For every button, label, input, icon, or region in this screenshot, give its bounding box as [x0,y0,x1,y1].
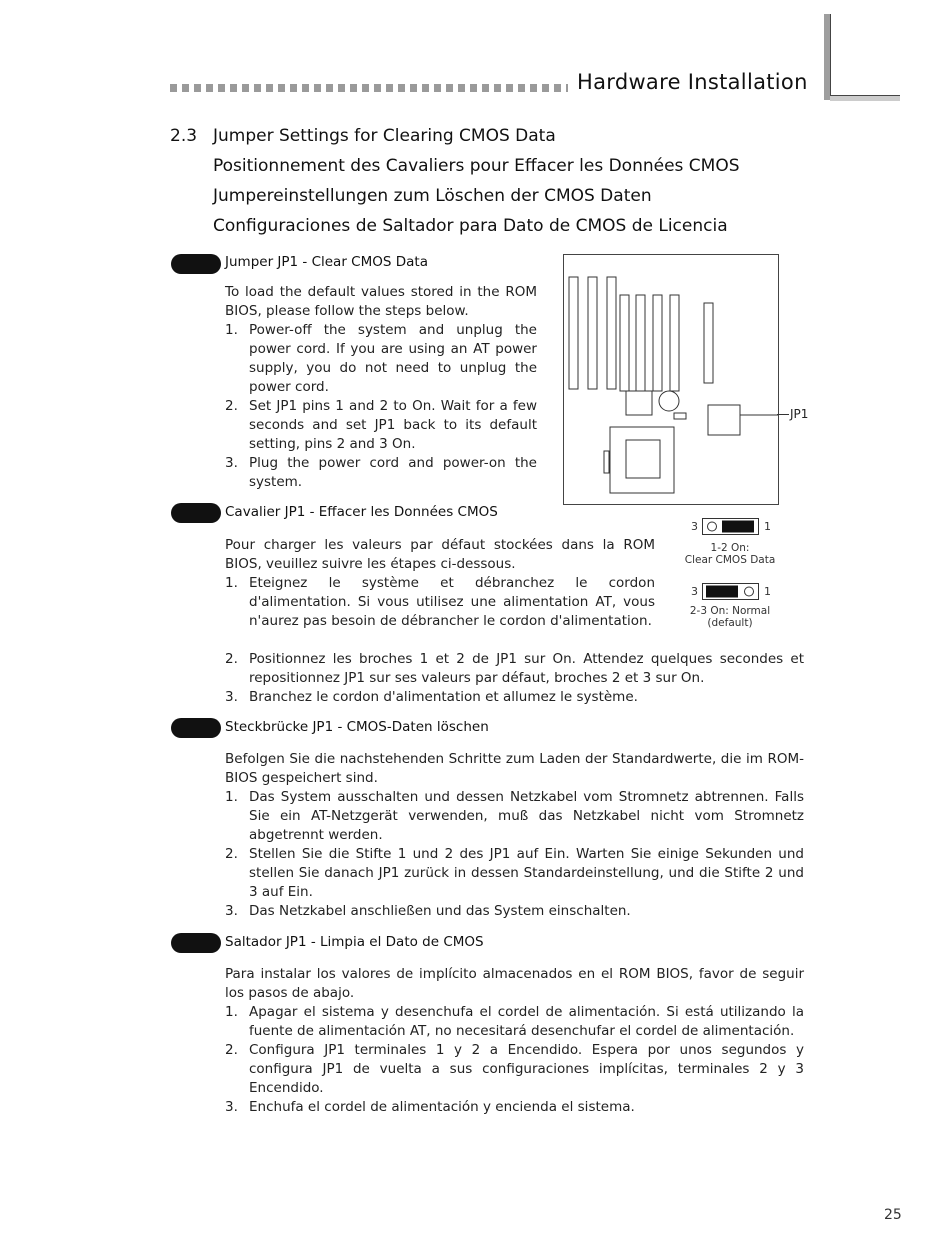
list-item: 2. Positionnez les broches 1 et 2 de JP1 sur On. Attendez quelques secondes et repositionnez JP1 sur ses valeurs par défaut, broches 2 et 3 sur On. [225,651,804,686]
jumper-setting-2-3 [702,583,760,601]
jp1-label: JP1 [790,407,809,421]
corner-mark-line [830,14,831,96]
list-item: 1. Das System ausschalten und dessen Netzkabel vom Stromnetz abtrennen. Falls Sie ein AT-Netzgerät verwenden, muß das Netzkabel nicht vom Stromnetz abgetrennt werden. [225,789,804,843]
intro-es: Para instalar los valores de implícito almacenados en el ROM BIOS, favor de seguir los pasos de abajo. [225,966,804,1001]
intro-en: To load the default values stored in the ROM BIOS, please follow the steps below. [225,284,537,319]
cpu-socket [610,427,674,493]
expansion-slot [588,277,597,389]
header-title: Hardware Installation [577,70,808,94]
list-item: 1. Power-off the system and unplug the power cord. If you are using an AT power supply, you do not need to unplug the power cord. [225,322,537,395]
cpu [626,440,660,478]
body-de [225,750,804,921]
chipset [626,391,652,415]
corner-mark-shadow [830,96,900,101]
intro-fr: Pour charger les valeurs par défaut stockées dans la ROM BIOS, veuillez suivre les étapes ci-dessous. [225,537,655,572]
section-title-fr: Positionnement des Cavaliers pour Effacer les Données CMOS [213,156,740,176]
steps-fr-a [225,574,655,631]
header-dotted-rule [170,84,568,92]
list-item: 3. Das Netzkabel anschließen und das System einschalten. [225,903,631,919]
body-fr-b [225,650,804,707]
steps-en [225,321,537,492]
section-marker-fr [171,503,221,523]
list-item: 3. Branchez le cordon d'alimentation et allumez le système. [225,689,638,705]
pin-label-1: 1 [764,520,771,533]
heading-es: Saltador JP1 - Limpia el Dato de CMOS [225,934,484,950]
intro-de: Befolgen Sie die nachstehenden Schritte zum Laden der Standardwerte, die im ROM-BIOS gespeichert sind. [225,751,804,786]
steps-fr-b [225,650,804,707]
expansion-slot [670,295,679,391]
body-es [225,965,804,1117]
expansion-slot [636,295,645,391]
section-title-es: Configuraciones de Saltador para Dato de CMOS de Licencia [213,216,728,236]
expansion-slot [569,277,578,389]
list-item: 1. Eteignez le système et débranchez le cordon d'alimentation. Si vous utilisez une alimentation AT, vous n'aurez pas besoin de débrancher le cordon d'alimentation. [225,575,655,629]
heading-en: Jumper JP1 - Clear CMOS Data [225,254,428,270]
battery [659,391,679,411]
list-item: 1. Apagar el sistema y desenchufa el cordel de alimentación. Si está utilizando la fuente de alimentación AT, no necesitará desenchufar el cordel de alimentación. [225,1004,804,1039]
jp1-jumper [674,413,686,419]
body-fr-a [225,536,655,631]
jumper-caption-1: 1-2 On: Clear CMOS Data [684,542,776,566]
page-number: 25 [884,1207,902,1223]
expansion-slot [704,303,713,383]
pin-label-3: 3 [691,585,698,598]
heading-de: Steckbrücke JP1 - CMOS-Daten löschen [225,719,489,735]
body-en [225,283,537,492]
jumper-setting-1-2 [702,518,760,536]
section-marker-de [171,718,221,738]
steps-es [225,1003,804,1117]
expansion-slot [607,277,616,389]
pin-label-3: 3 [691,520,698,533]
list-item: 3. Plug the power cord and power-on the system. [225,455,537,490]
list-item: 3. Enchufa el cordel de alimentación y encienda el sistema. [225,1099,635,1115]
section-title-de: Jumpereinstellungen zum Löschen der CMOS Daten [213,186,652,206]
list-item: 2. Set JP1 pins 1 and 2 to On. Wait for a few seconds and set JP1 back to its default setting, pins 2 and 3 On. [225,398,537,452]
heading-fr: Cavalier JP1 - Effacer les Données CMOS [225,504,498,520]
jp1-pointer-ext [777,414,789,415]
steps-de [225,788,804,921]
section-marker-es [171,933,221,953]
section-number: 2.3 [170,126,198,146]
motherboard-diagram [563,254,779,505]
list-item: 2. Configura JP1 terminales 1 y 2 a Encendido. Espera por unos segundos y configura JP1 de vuelta a sus configuraciones implícitas, terminales 2 y 3 Encendido. [225,1042,804,1096]
pin-label-1: 1 [764,585,771,598]
expansion-slot [620,295,629,391]
expansion-slot [653,295,662,391]
list-item: 2. Stellen Sie die Stifte 1 und 2 des JP1 auf Ein. Warten Sie einige Sekunden und stellen Sie danach JP1 zurück in dessen Standardeinstellung, und die Stifte 2 und 3 auf Ein. [225,846,804,900]
section-title-en: Jumper Settings for Clearing CMOS Data [213,126,556,146]
jumper-caption-2: 2-3 On: Normal (default) [689,605,771,629]
motherboard-drawing [564,255,778,504]
connector [604,451,609,473]
section-marker-en [171,254,221,274]
chip [708,405,740,435]
